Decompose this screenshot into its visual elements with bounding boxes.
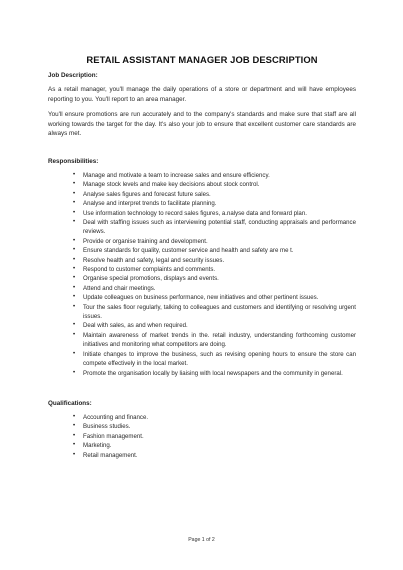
qualifications-list [48,413,356,460]
bullet-icon: • [73,413,76,420]
bullet-icon: • [73,256,76,263]
list-item-text: Business studies. [83,423,131,431]
list-item [73,190,356,199]
list-item [73,350,356,369]
list-item [73,265,356,274]
list-item-text: Tour the sales floor regularly, talking to colleagues and customers and identifying or resolving urgent issues. [83,303,356,321]
list-item [73,369,356,378]
bullet-icon: • [73,219,76,225]
list-item [73,441,356,450]
list-item-text: Promote the organisation locally by liaising with local newspapers and the community in general. [83,369,343,377]
list-item [73,209,356,218]
list-item-text: Provide or organise training and development. [83,237,208,245]
bullet-icon: • [73,284,76,291]
list-item [73,218,356,237]
bullet-icon: • [73,369,76,376]
bullet-icon: • [73,303,76,310]
list-item [73,331,356,350]
list-item-text: Accounting and finance. [83,413,149,421]
bullet-icon: • [73,237,76,244]
list-item [73,284,356,293]
list-item-text: Deal with sales, as and when required. [83,322,188,330]
list-item [73,171,356,180]
list-item [73,413,356,422]
bullet-icon: • [73,423,76,430]
responsibilities-list [48,171,356,378]
bullet-icon: • [73,442,76,449]
list-item [73,303,356,322]
bullet-icon: • [73,451,76,458]
list-item [73,432,356,441]
list-item-text: Respond to customer complaints and comments. [83,266,216,274]
list-item [73,321,356,330]
list-item [73,237,356,246]
list-item-text: Attend and chair meetings. [83,284,156,292]
job-description-heading: Job Description: [48,72,98,79]
list-item-text: Marketing. [83,442,112,450]
list-item [73,180,356,189]
intro-paragraph: You'll ensure promotions are run accurately and to the company's standards and make sure that staff are all working towards the target for the day. It's also your job to ensure that excellent customer care standards are always met. [48,111,356,138]
bullet-icon: • [73,209,76,216]
list-item [73,451,356,460]
bullet-icon: • [73,200,76,207]
bullet-icon: • [73,171,76,178]
list-item [73,293,356,302]
list-item-text: Fashion management. [83,432,144,440]
bullet-icon: • [73,190,76,197]
bullet-icon: • [73,266,76,273]
list-item-text: Initiate changes to improve the business, such as revising opening hours to ensure the store can compete effectively in the local market. [83,350,356,368]
list-item-text: Resolve health and safety, legal and security issues. [83,256,225,264]
list-item-text: Deal with staffing issues such as interviewing potential staff, conducting appraisals and performance reviews. [83,219,356,236]
bullet-icon: • [73,275,76,282]
bullet-icon: • [73,350,76,357]
bullet-icon: • [73,322,76,329]
list-item [73,422,356,431]
list-item-text: Update colleagues on business performance, new initiatives and other pertinent issues. [83,294,319,302]
qualifications-heading: Qualifications: [48,399,92,407]
list-item-text: Maintain awareness of market trends in the. retail industry, understanding forthcoming customer initiatives and monitoring what competitors are doing. [83,331,356,349]
intro-paragraph: As a retail manager, you'll manage the daily operations of a store or department and will have employees reporting to you. You'll report to an area manager. [48,86,356,103]
list-item [73,246,356,255]
list-item-text: Ensure standards for quality, customer service and health and safety are me t. [83,247,294,255]
list-item-text: Manage stock levels and make key decisions about stock control. [83,181,260,189]
bullet-icon: • [73,331,76,338]
list-item-text: Retail management. [83,451,138,459]
document-title: RETAIL ASSISTANT MANAGER JOB DESCRIPTION [86,54,318,65]
list-item-text: Manage and motivate a team to increase sales and ensure efficiency. [83,171,270,179]
list-item-text: Analyse sales figures and forecast future sales. [83,190,211,198]
bullet-icon: • [73,247,76,254]
bullet-icon: • [73,432,76,439]
page-number: Page 1 of 2 [188,537,215,543]
list-item-text: Use information technology to record sales figures, a.nalyse data and forward plan. [83,209,307,217]
list-item [73,256,356,265]
list-item [73,274,356,283]
list-item-text: Organise special promotions, displays and events. [83,275,219,283]
list-item [73,199,356,208]
bullet-icon: • [73,181,76,188]
list-item-text: Analyse and interpret trends to facilitate planning. [83,200,217,208]
responsibilities-heading: Responsibilities: [48,157,99,165]
bullet-icon: • [73,294,76,301]
